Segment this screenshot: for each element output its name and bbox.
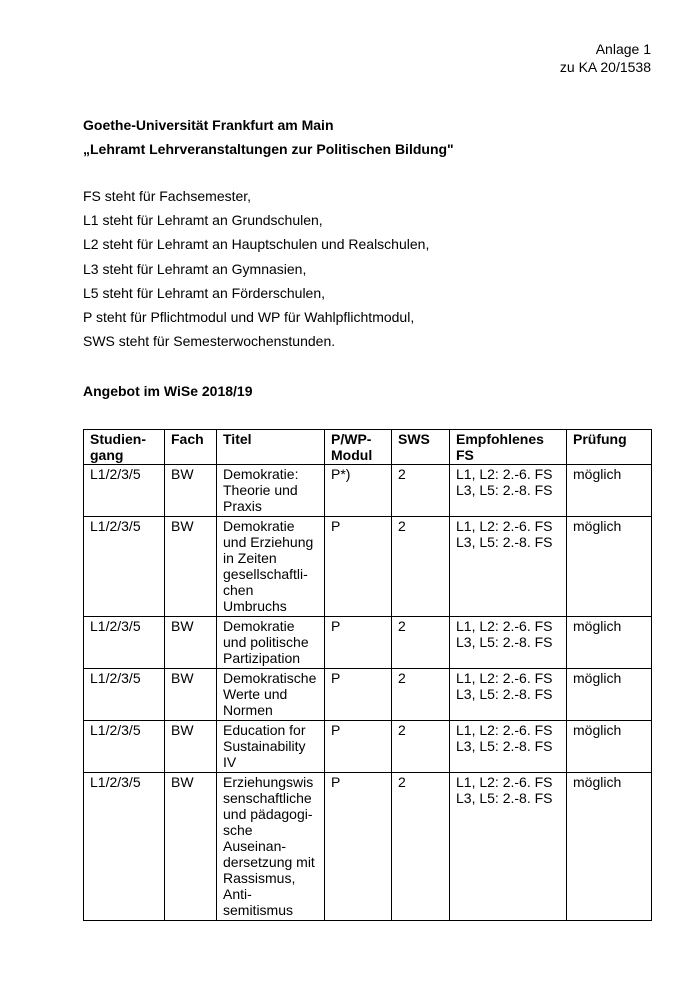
cell-titel: Demokratie und Erziehung in Zeiten gesellschaftli- chen Umbruchs bbox=[217, 517, 325, 617]
cell-empfohlenes-fs: L1, L2: 2.-6. FS L3, L5: 2.-8. FS bbox=[450, 465, 567, 517]
cell-pruefung: möglich bbox=[567, 721, 652, 773]
cell-pwp-modul: P bbox=[325, 721, 392, 773]
definitions-list bbox=[83, 186, 429, 355]
cell-sws: 2 bbox=[392, 721, 450, 773]
table-row bbox=[84, 669, 652, 721]
table-header-row bbox=[84, 430, 652, 465]
cell-sws: 2 bbox=[392, 517, 450, 617]
cell-fach: BW bbox=[165, 721, 217, 773]
cell-studiengang: L1/2/3/5 bbox=[84, 669, 165, 721]
university-heading: Goethe-Universität Frankfurt am Main bbox=[83, 117, 334, 133]
cell-empfohlenes-fs: L1, L2: 2.-6. FS L3, L5: 2.-8. FS bbox=[450, 773, 567, 921]
table-body bbox=[84, 465, 652, 921]
definition-item: FS steht für Fachsemester, bbox=[83, 188, 252, 204]
definition-item: L3 steht für Lehramt an Gymnasien, bbox=[83, 260, 307, 277]
cell-pwp-modul: P*) bbox=[325, 465, 392, 517]
annex-line-1: Anlage 1 bbox=[595, 41, 651, 57]
course-offer-table bbox=[83, 429, 652, 921]
definition-item: SWS steht für Semesterwochenstunden. bbox=[83, 333, 336, 350]
cell-pruefung: möglich bbox=[567, 669, 652, 721]
cell-pruefung: möglich bbox=[567, 465, 652, 517]
header-pruefung: Prüfung bbox=[567, 430, 652, 465]
cell-studiengang: L1/2/3/5 bbox=[84, 773, 165, 921]
cell-fach: BW bbox=[165, 773, 217, 921]
cell-empfohlenes-fs: L1, L2: 2.-6. FS L3, L5: 2.-8. FS bbox=[450, 517, 567, 617]
header-sws: SWS bbox=[392, 430, 450, 465]
cell-titel: Demokratie: Theorie und Praxis bbox=[217, 465, 325, 517]
cell-sws: 2 bbox=[392, 617, 450, 669]
definition-item: L1 steht für Lehramt an Grundschulen, bbox=[83, 212, 323, 229]
cell-titel: Demokratische Werte und Normen bbox=[217, 669, 325, 721]
cell-studiengang: L1/2/3/5 bbox=[84, 721, 165, 773]
cell-pruefung: möglich bbox=[567, 617, 652, 669]
cell-pruefung: möglich bbox=[567, 517, 652, 617]
cell-empfohlenes-fs: L1, L2: 2.-6. FS L3, L5: 2.-8. FS bbox=[450, 669, 567, 721]
definition-item: L2 steht für Lehramt an Hauptschulen und Realschulen, bbox=[83, 236, 430, 253]
cell-studiengang: L1/2/3/5 bbox=[84, 465, 165, 517]
cell-studiengang: L1/2/3/5 bbox=[84, 617, 165, 669]
cell-pwp-modul: P bbox=[325, 617, 392, 669]
table-row bbox=[84, 617, 652, 669]
cell-sws: 2 bbox=[392, 773, 450, 921]
table-row bbox=[84, 773, 652, 921]
document-subtitle: „Lehramt Lehrveranstaltungen zur Politischen Bildung" bbox=[83, 141, 454, 157]
header-studiengang: Studien- gang bbox=[84, 430, 165, 465]
cell-titel: Erziehungswis senschaftliche und pädagogi- sche Auseinan- dersetzung mit Rassismus, Anti- semitismus bbox=[217, 773, 325, 921]
definition-item: P steht für Pflichtmodul und WP für Wahlpflichtmodul, bbox=[83, 308, 415, 325]
cell-sws: 2 bbox=[392, 465, 450, 517]
header-titel: Titel bbox=[217, 430, 325, 465]
cell-titel: Education for Sustainability IV bbox=[217, 721, 325, 773]
cell-titel: Demokratie und politische Partizipation bbox=[217, 617, 325, 669]
cell-pruefung: möglich bbox=[567, 773, 652, 921]
section-title: Angebot im WiSe 2018/19 bbox=[83, 383, 253, 399]
annex-line-2: zu KA 20/1538 bbox=[559, 59, 651, 75]
cell-fach: BW bbox=[165, 465, 217, 517]
header-fach: Fach bbox=[165, 430, 217, 465]
table-row bbox=[84, 517, 652, 617]
cell-fach: BW bbox=[165, 617, 217, 669]
cell-fach: BW bbox=[165, 669, 217, 721]
table-row bbox=[84, 465, 652, 517]
cell-pwp-modul: P bbox=[325, 517, 392, 617]
cell-pwp-modul: P bbox=[325, 773, 392, 921]
cell-fach: BW bbox=[165, 517, 217, 617]
cell-empfohlenes-fs: L1, L2: 2.-6. FS L3, L5: 2.-8. FS bbox=[450, 721, 567, 773]
table-row bbox=[84, 721, 652, 773]
annex-reference bbox=[560, 40, 651, 76]
header-pwp-modul: P/WP- Modul bbox=[325, 430, 392, 465]
cell-studiengang: L1/2/3/5 bbox=[84, 517, 165, 617]
cell-empfohlenes-fs: L1, L2: 2.-6. FS L3, L5: 2.-8. FS bbox=[450, 617, 567, 669]
definition-item: L5 steht für Lehramt an Förderschulen, bbox=[83, 284, 326, 301]
cell-sws: 2 bbox=[392, 669, 450, 721]
header-empfohlenes-fs: Empfohlenes FS bbox=[450, 430, 567, 465]
cell-pwp-modul: P bbox=[325, 669, 392, 721]
